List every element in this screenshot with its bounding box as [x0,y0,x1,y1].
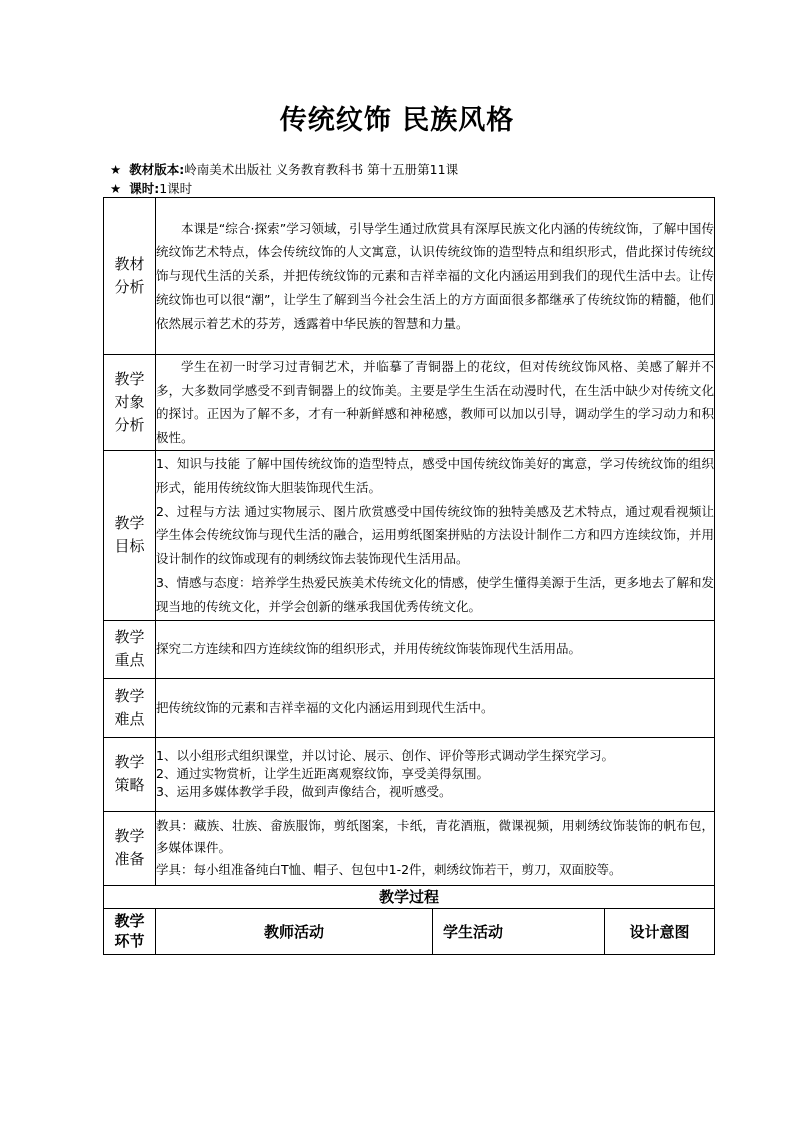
row-content [156,355,715,451]
paragraph: 2、过程与方法 通过实物展示、图片欣赏感受中国传统纹饰的独特美感及艺术特点，通过观看视频让学生体会传统纹饰与现代生活的融合，运用剪纸图案拼贴的方法设计制作二方和四方连续纹饰，并用设计制作的纹饰或现有的刺绣纹饰去装饰现代生活用品。 [156,503,715,567]
row-preparation [104,811,715,885]
row-process-title [104,885,715,908]
row-label: 教学 目标 [104,450,156,620]
row-student-analysis [104,355,715,451]
header-stage: 教学 环节 [104,908,156,954]
header-design-intent: 设计意图 [605,908,715,954]
paragraph: 探究二方连续和四方连续纹饰的组织形式，并用传统纹饰装饰现代生活用品。 [156,641,582,657]
row-strategies [104,737,715,811]
header-teacher-activity: 教师活动 [156,908,433,954]
textbook-value: 岭南美术出版社 义务教育教科书 第十五册第11课 [184,162,459,177]
paragraph: 2、通过实物赏析，让学生近距离观察纹饰，享受美得氛围。 [156,766,489,782]
paragraph: 把传统纹饰的元素和吉祥幸福的文化内涵运用到现代生活中。 [156,699,494,715]
row-label: 教学 重点 [104,620,156,678]
row-label: 教材 分析 [104,198,156,355]
document-title: 传统纹饰 民族风格 [279,105,515,136]
hours-value: 1课时 [159,181,193,196]
row-difficulties [104,678,715,737]
lesson-plan-table [103,197,715,955]
paragraph: 学生在初一时学习过青铜艺术，并临摹了青铜器上的花纹，但对传统纹饰风格、美感了解并不多，大多数同学感受不到青铜器上的纹饰美。主要是学生生活在动漫时代，在生活中缺少对传统文化的探讨。正因为了解不多，才有一种新鲜感和神秘感，教师可以加以引导，调动学生的学习动力和积极性。 [156,359,715,446]
textbook-edition-line [110,161,458,178]
row-label: 教学 准备 [104,811,156,885]
header-student-activity: 学生活动 [433,908,605,954]
paragraph: 学具：每小组准备纯白T恤、帽子、包包中1-2件，刺绣纹饰若干，剪刀，双面胶等。 [156,862,622,878]
star-icon: ★ [110,181,122,196]
class-hours-line [110,180,192,197]
row-content [156,198,715,355]
row-process-headers [104,908,715,954]
paragraph: 本课是“综合·探索”学习领域，引导学生通过欣赏具有深厚民族文化内涵的传统纹饰，了解中国传统纹饰艺术特点，体会传统纹饰的人文寓意，认识传统纹饰的造型特点和组织形式，借此探讨传统纹饰与现代生活的关系，并把传统纹饰的元素和吉祥幸福的文化内涵运用到我们的现代生活中去。让传统纹饰也可以很“潮”，让学生了解到当今社会生活上的方方面面很多都继承了传统纹饰的精髓，他们依然展示着艺术的芬芳，透露着中华民族的智慧和力量。 [156,220,715,331]
row-key-points [104,620,715,678]
row-content [156,450,715,620]
hours-label: 课时: [129,181,160,196]
paragraph: 3、情感与态度：培养学生热爱民族美术传统文化的情感，使学生懂得美源于生活，更多地去了解和发现当地的传统文化，并学会创新的继承我国优秀传统文化。 [156,574,715,614]
paragraph: 1、知识与技能 了解中国传统纹饰的造型特点，感受中国传统纹饰美好的寓意，学习传统纹饰的组织形式，能用传统纹饰大胆装饰现代生活。 [156,456,715,496]
process-title: 教学过程 [104,885,715,908]
row-label: 教学 策略 [104,737,156,811]
row-content [156,620,715,678]
paragraph: 3、运用多媒体教学手段，做到声像结合，视听感受。 [156,784,452,800]
row-content [156,678,715,737]
row-label: 教学 对象 分析 [104,355,156,451]
textbook-label: 教材版本: [129,162,185,177]
row-teaching-objectives [104,450,715,620]
paragraph: 1、以小组形式组织课堂，并以讨论、展示、创作、评价等形式调动学生探究学习。 [156,748,614,764]
star-icon: ★ [110,162,122,177]
row-content [156,737,715,811]
row-textbook-analysis [104,198,715,355]
row-label: 教学 难点 [104,678,156,737]
row-content [156,811,715,885]
paragraph: 教具：藏族、壮族、畲族服饰，剪纸图案，卡纸，青花酒瓶，微课视频，用刺绣纹饰装饰的帆布包，多媒体课件。 [156,818,715,856]
